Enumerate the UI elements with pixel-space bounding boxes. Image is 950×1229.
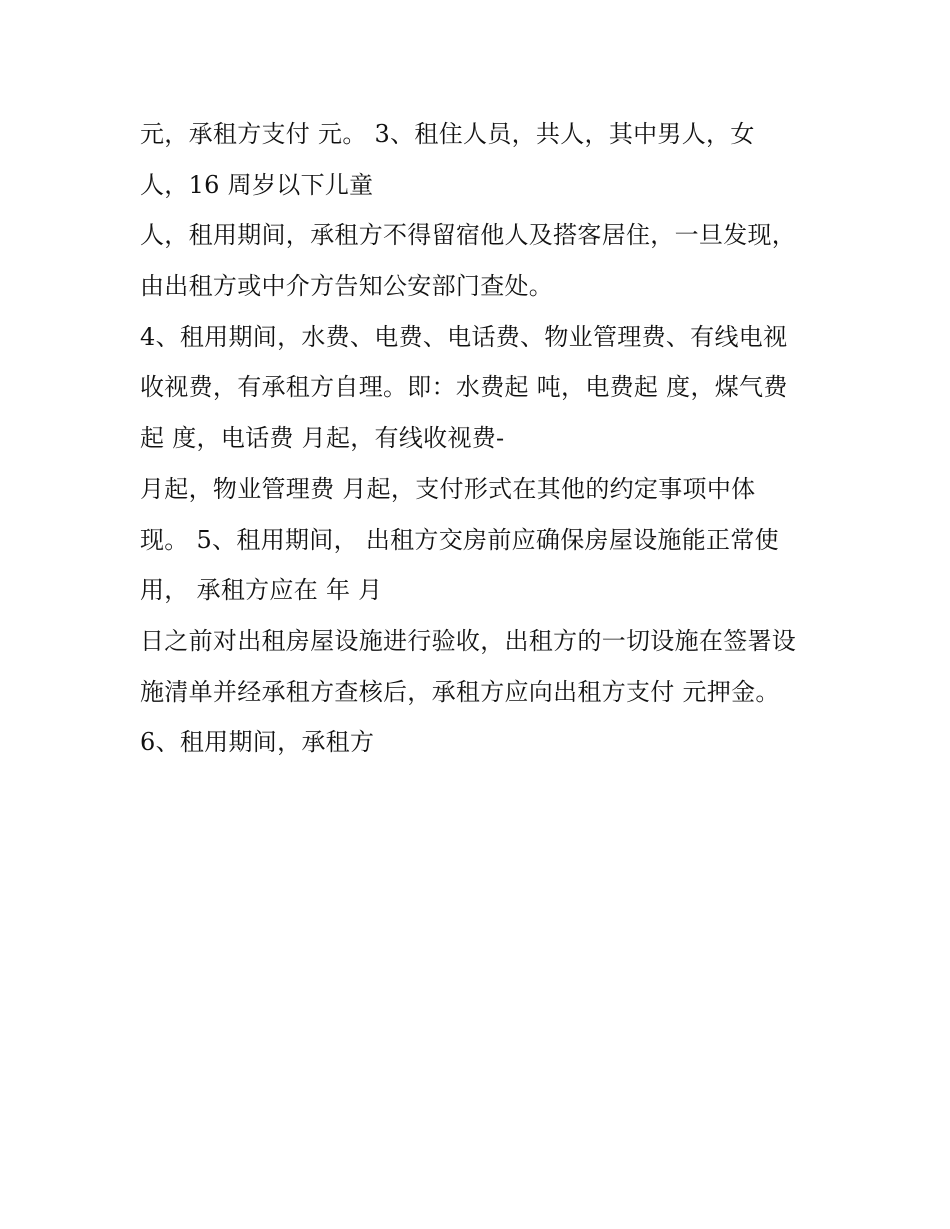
text-line: 起 度，电话费 月起，有线收视费- xyxy=(140,424,505,453)
text-line: 由出租方或中介方告知公安部门查处。 xyxy=(140,272,554,301)
text-line: 用， 承租方应在 年 月 xyxy=(140,576,383,605)
text-line: 现。 5、租用期间， 出租方交房前应确保房屋设施能正常使 xyxy=(140,525,779,554)
document-body xyxy=(140,109,840,768)
text-line: 日之前对出租房屋设施进行验收，出租方的一切设施在签署设 xyxy=(140,626,797,655)
text-line: 6、租用期间，承租方 xyxy=(140,728,375,757)
text-line: 4、租用期间，水费、电费、电话费、物业管理费、有线电视 xyxy=(140,322,788,351)
text-line: 元，承租方支付 元。 3、租住人员，共人，其中男人，女 xyxy=(140,120,755,148)
text-line: 人，16 周岁以下儿童 xyxy=(140,170,374,199)
text-line: 施清单并经承租方查核后，承租方应向出租方支付 元押金。 xyxy=(140,677,780,706)
text-line: 月起，物业管理费 月起，支付形式在其他的约定事项中体 xyxy=(140,474,756,503)
text-line: 收视费，有承租方自理。即：水费起 吨，电费起 度，煤气费 xyxy=(140,373,788,402)
text-line: 人，租用期间，承租方不得留宿他人及搭客居住，一旦发现， xyxy=(140,221,797,250)
